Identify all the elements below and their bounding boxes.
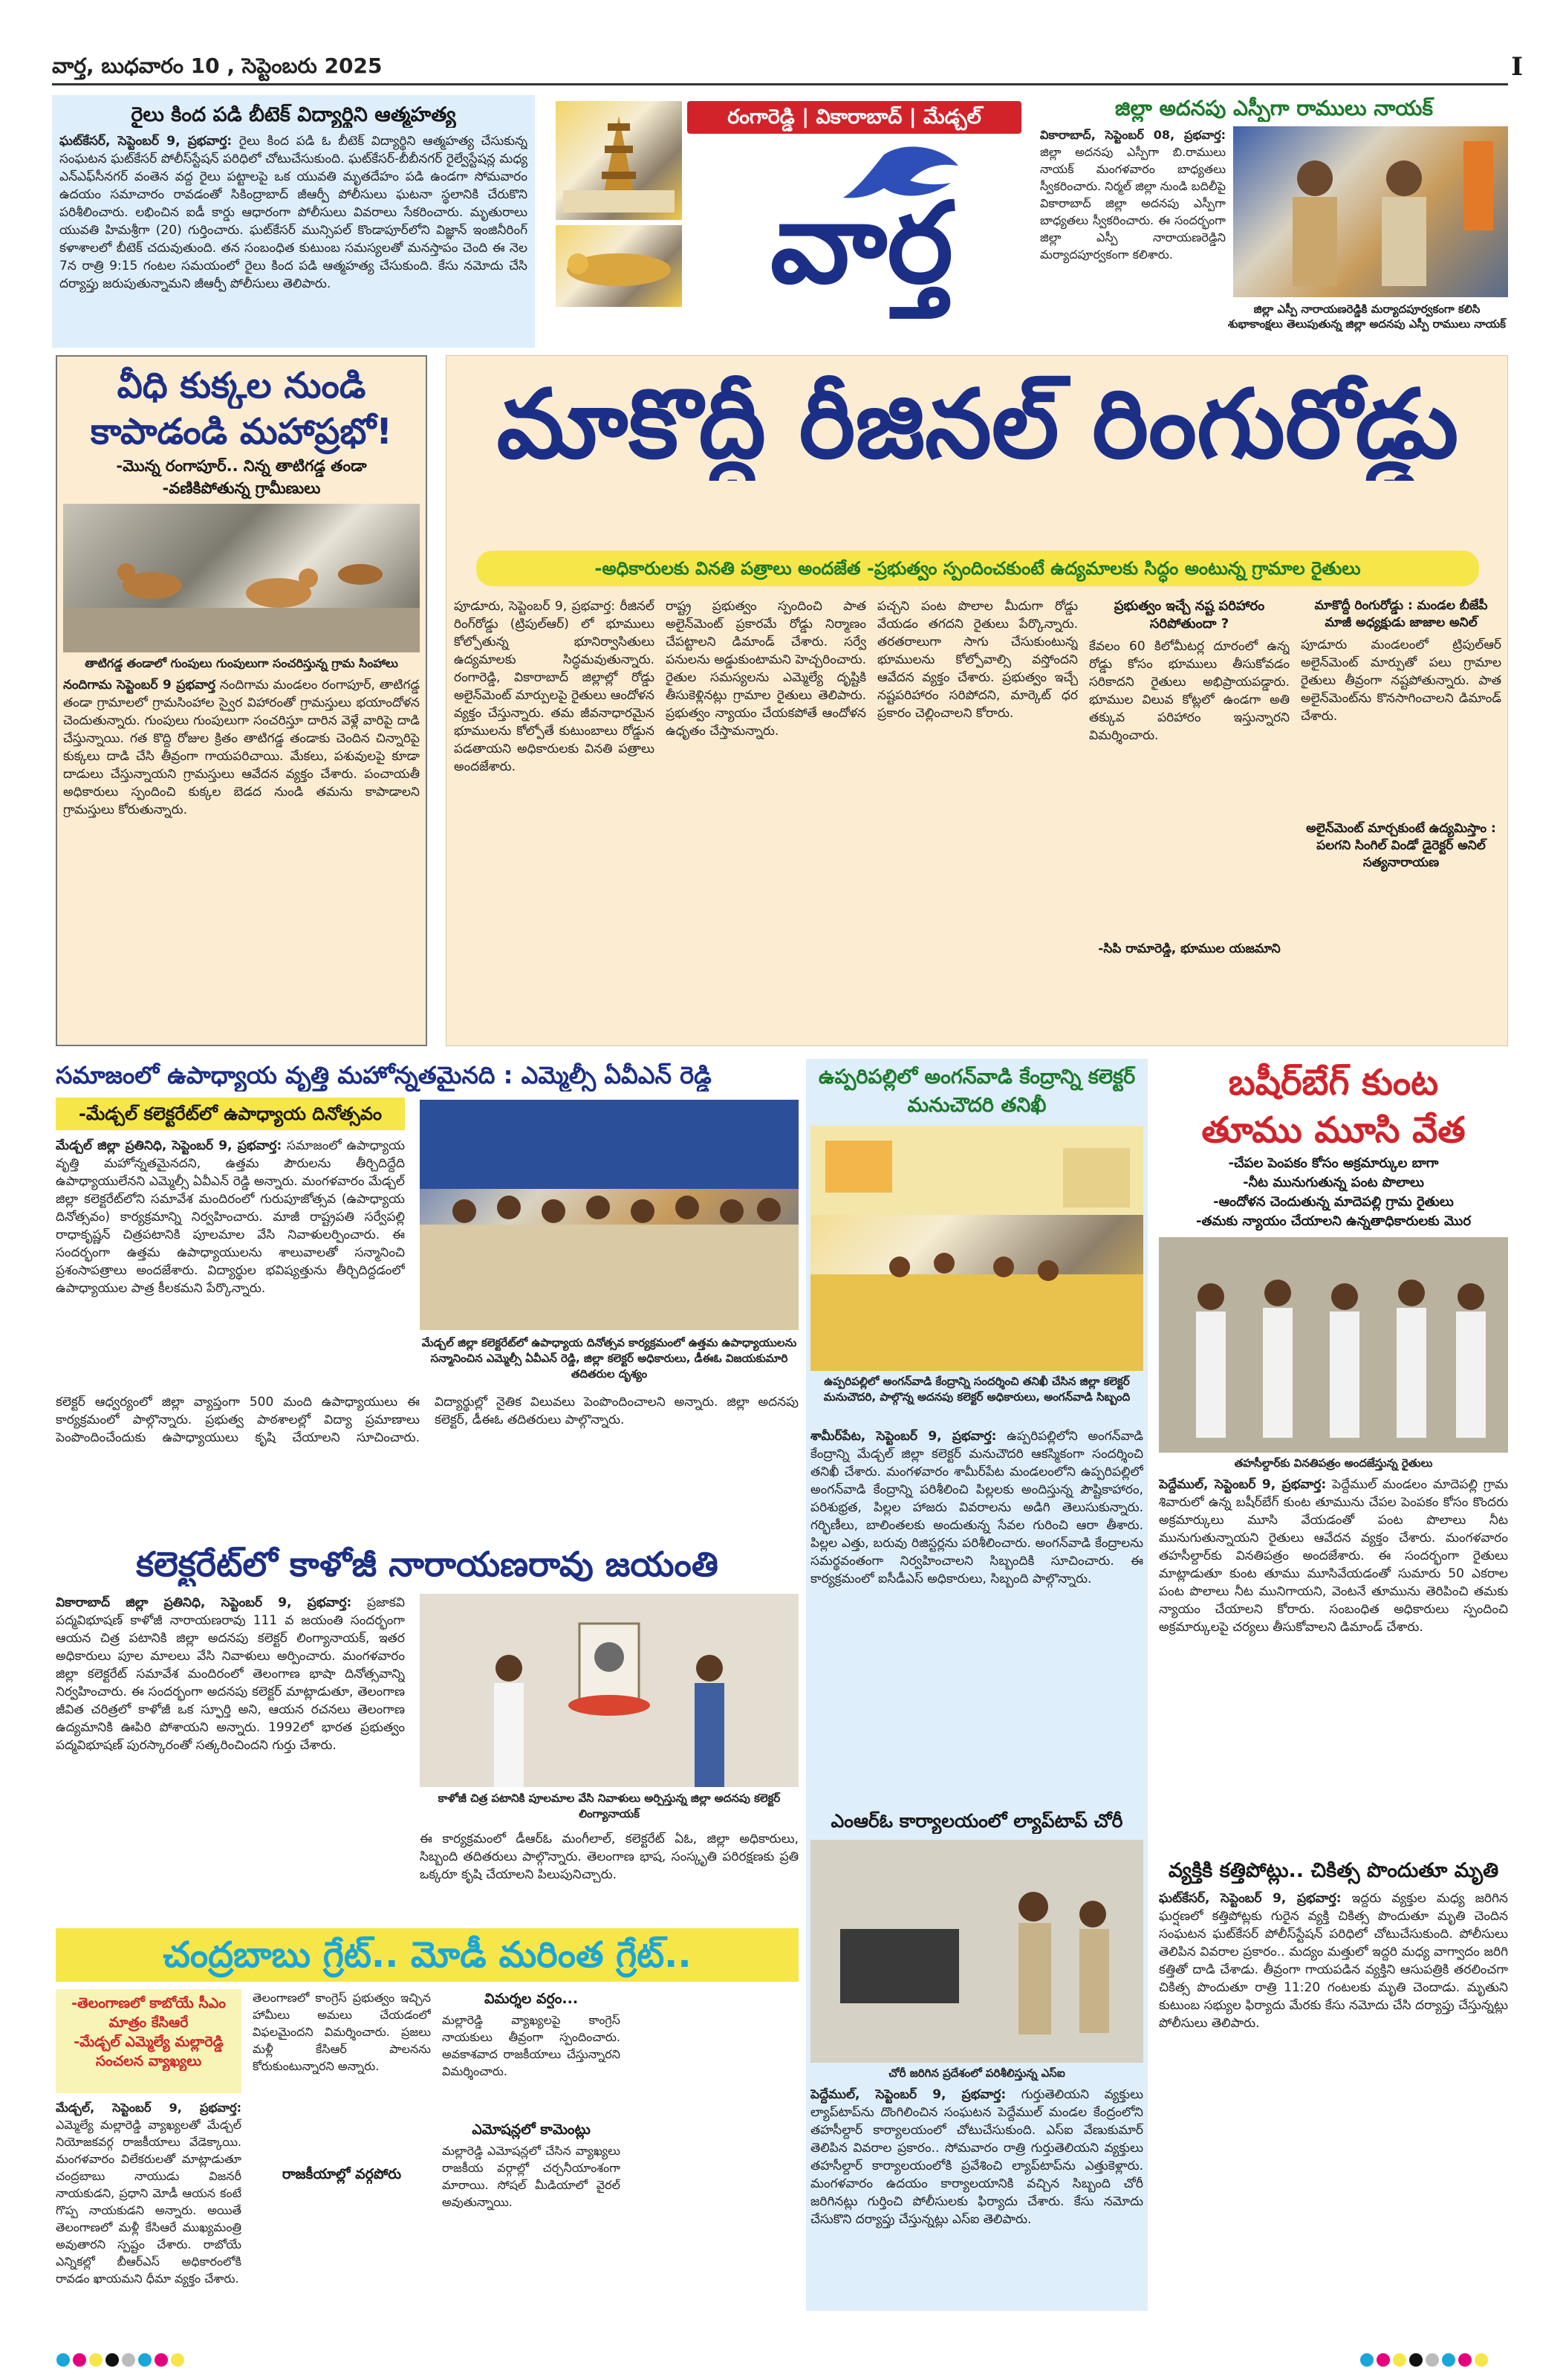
- reclining-deity-icon: [556, 225, 682, 307]
- print-registration-right: [1359, 2352, 1508, 2368]
- anganwadi-headline: ఉప్పరిపల్లిలో అంగన్‌వాడి కేంద్రాన్ని కలెక్టర్ మనుచౌదరి తనిఖీ: [818, 1066, 1136, 1117]
- laptop-theft-photo: [810, 1840, 1143, 2063]
- chandrababu-col3-sub2: ఎమోషన్లలో కామెంట్లు: [472, 2121, 591, 2138]
- brief-additional-sp: [1040, 95, 1508, 348]
- knife-dateline: ఘట్‌కేసర్, సెప్టెంబర్ 9, ప్రభవార్త:: [1159, 1891, 1342, 1906]
- bashir-sub-3: -ఆందోళన చెందుతున్న మాదెపల్లి గ్రామ రైతులు: [1213, 1194, 1454, 1210]
- kaloji-body-2: ఈ కార్యక్రమంలో డీఆర్‌ఓ మంగీలాల్, కలెక్టరేట్ ఏఓ, జిల్లా అధికారులు, సిబ్బంది తదితరులు పాల్గొన్నారు. తెలంగాణ భాష, సంస్కృతి పరిరక్షణకు ప్రతి ఒక్కరూ కృషి చేయాలని పిలుపునిచ్చారు.: [420, 1832, 799, 1882]
- bashir-headline-1: బషీర్‌బేగ్ కుంట: [1228, 1062, 1439, 1103]
- chandrababu-col3-text: మల్లారెడ్డి వ్యాఖ్యలపై కాంగ్రెస్ నాయకులు తీవ్రంగా స్పందించారు. అవకాశవాద రాజకీయాలు చేస్తున్నారని విమర్శించారు.: [442, 2013, 620, 2078]
- sp-meeting-photo: [1233, 126, 1508, 297]
- laptop-text: గుర్తుతెలియని వ్యక్తులు ల్యాప్‌టాప్‌ను దొంగిలించిన సంఘటన పెద్దేముల్ మండల కేంద్రంలోని తహసీల్దార్ కార్యాలయంలో చోటుచేసుకుంది. ఎస్‌ఐ వేణుకుమార్ తెలిపిన వివరాల ప్రకారం.. సోమవారం రాత్రి గుర్తుతెలియని వ్యక్తులు తహసీల్దార్ కార్యాలయంలోకి ప్రవేశించి ల్యాప్‌టాప్‌ను ఎత్తుకెళ్లారు. మంగళవారం ఉదయం కార్యాలయానికి వచ్చిన సిబ్బంది చోరీ జరిగినట్లు గుర్తించి పోలీసులకు ఫిర్యాదు చేశారు. కేసు నమోదు చేసుకొని దర్యాప్తు చేస్తున్నట్లు ఎస్‌ఐ తెలిపారు.: [810, 2087, 1143, 2227]
- brief-student-body: [59, 132, 527, 340]
- bashir-dateline: పెద్దేముల్, సెప్టెంబర్ 9, ప్రభవార్త:: [1159, 1477, 1327, 1492]
- bashir-photo-caption: తహసీల్దార్‌కు వినతిపత్రం అందజేస్తున్న రైతులు: [1234, 1456, 1433, 1470]
- officers-icon: [1233, 126, 1508, 297]
- bashir-sub-2: -నీట మునుగుతున్న పంట పొలాలు: [1243, 1175, 1424, 1190]
- ring-col4-signature: -సిపి రామారెడ్డి, భూముల యజమాని: [1098, 941, 1281, 956]
- kaloji-headline: కలెక్టరేట్‌లో కాళోజీ నారాయణరావు జయంతి: [136, 1544, 718, 1584]
- brief-sp-dateline: వికారాబాద్, సెప్టెంబర్ 08, ప్రభవార్త:: [1040, 128, 1226, 142]
- ring-headline: మాకొద్దీ రీజినల్ రింగురోడ్డు: [496, 369, 1459, 480]
- ring-col5-sub1: మాకొద్దీ రింగురోడ్డు : మండల బీజేపీ మాజీ అధ్యక్షుడు జాజాల అనిల్: [1314, 598, 1488, 630]
- anganwadi-photo-caption: ఉప్పరిపల్లిలో అంగన్‌వాడి కేంద్రాన్ని సందర్శించి తనిఖీ చేసిన జిల్లా కలెక్టర్ మనుచౌదరి, పాల్గొన్న అదనపు కలెక్టర్ అధికారులు, అంగన్‌వాడి సిబ్బంది: [823, 1375, 1131, 1404]
- brief-student-suicide: [52, 95, 535, 348]
- ring-col5-sub2: అలైన్‌మెంట్ మార్చకుంటే ఉద్యమిస్తాం : పలగని సింగిల్ విండో డైరెక్టర్ అనిల్ సత్యనారాయణ: [1306, 821, 1496, 870]
- chandrababu-col-2: [253, 1989, 431, 2301]
- ring-col-1: పూడూరు, సెప్టెంబర్ 9, ప్రభవార్త: రీజినల్ రింగ్‌రోడ్డు (ట్రిపుల్‌ఆర్) లో భూములు కోల్పోతున్న భూనిర్వాసితులు ఉద్యమాలకు సిద్ధమవుతున్నారు. రంగారెడ్డి, వికారాబాద్ జిల్లాల్లో రోడ్డు అలైన్‌మెంట్ మార్పులపై రైతులు ఆందోళన వ్యక్తం చేస్తున్నారు. తమ జీవనాధారమైన భూములను కోల్పోతే కుటుంబాలు రోడ్డున పడతాయని అధికారులకు వినతి పత్రాలు అందజేశారు.: [454, 599, 654, 774]
- teacher-body-2: కలెక్టర్ ఆధ్వర్యంలో జిల్లా వ్యాప్తంగా 500 మంది ఉపాధ్యాయులు ఈ కార్యక్రమంలో పాల్గొన్నారు. ప్రభుత్వ పాఠశాలల్లో విద్యా ప్రమాణాలు పెంపొందించేందుకు ఉపాధ్యాయులు కృషి చేయాలని సూచించారు. విద్యార్థుల్లో నైతిక విలువలు పెంపొందించాలని అన్నారు. జిల్లా అదనపు కలెక్టర్, డీఈఓ తదితరులు పాల్గొన్నారు.: [56, 1395, 799, 1445]
- color-dots-icon: [56, 2352, 204, 2368]
- dogs-story: [56, 355, 427, 1046]
- dogs-photo-caption: తాటిగడ్డ తండాలో గుంపులు గుంపులుగా సంచరిస్తున్న గ్రామ సింహాలు: [85, 656, 398, 670]
- ring-col-4: [1089, 597, 1290, 1040]
- dogs-sub-2: -వణికిపోతున్న గ్రామీణులు: [162, 479, 321, 497]
- teacher-subheadline: -మేడ్చల్ కలెక్టరేట్‌లో ఉపాధ్యాయ దినోత్సవం: [78, 1103, 383, 1124]
- group-photo-icon: [420, 1100, 799, 1330]
- brief-student-headline: రైలు కింద పడి బీటెక్ విద్యార్థిని ఆత్మహత్య: [131, 103, 456, 126]
- anganwadi-story: [806, 1059, 1148, 2311]
- region-label: రంగారెడ్డి | వికారాబాద్ | మేడ్చల్: [727, 106, 981, 129]
- ring-col-3: పచ్చని పంట పొలాల మీదుగా రోడ్డు వేయడం తగదని రైతులు పేర్కొన్నారు. తరతరాలుగా సాగు చేసుకుంటున్న భూములను కోల్పోవాల్సి వస్తోందని ఆవేదన వ్యక్తం చేశారు. ప్రభుత్వం ఇచ్చే నష్టపరిహారం సరిపోదని, మార్కెట్ ధర ప్రకారం చెల్లించాలని కోరారు.: [877, 599, 1078, 721]
- ring-col4-sub: ప్రభుత్వం ఇచ్చే నష్ట పరిహారం సరిపోతుందా ?: [1114, 598, 1265, 632]
- dogs-icon: [63, 504, 420, 652]
- teacher-photo-caption: మేడ్చల్ జిల్లా కలెక్టరేట్‌లో ఉపాధ్యాయ దినోత్సవ కార్యక్రమంలో ఉత్తమ ఉపాధ్యాయులను సన్మానించిన ఎమ్మెల్సీ ఏవీఎన్ రెడ్డి, జిల్లా కలెక్టర్ అధికారులు, డీఈఓ విజయకుమారి తదితరుల దృశ్యం: [421, 1336, 797, 1381]
- ring-road-story: [446, 355, 1508, 1046]
- bashir-story: [1159, 1059, 1508, 2311]
- dogs-sub-1: -మొన్న రంగాపూర్.. నిన్న తాటిగడ్డ తండా: [116, 457, 367, 475]
- farmers-petition-photo: [1159, 1237, 1508, 1453]
- dogs-headline-2: కాపాడండి మహాప్రభో!: [90, 411, 393, 453]
- chandrababu-body: [56, 2099, 241, 2300]
- teacher-headline: సమాజంలో ఉపాధ్యాయ వృత్తి మహోన్నతమైనది : ఎమ్మెల్సీ ఏవీఎన్ రెడ్డి: [56, 1061, 712, 1089]
- kaloji-dateline: వికారాబాద్ జిల్లా ప్రతినిధి, సెప్టెంబర్ 9, ప్రభవార్త:: [56, 1595, 352, 1610]
- teacher-day-story: [56, 1059, 799, 1534]
- laptop-body: [810, 2086, 1143, 2286]
- chandrababu-subs: [56, 1989, 241, 2093]
- chandrababu-headline: చంద్రబాబు గ్రేట్.. మోడీ మరింత గ్రేట్..: [163, 1934, 692, 1976]
- temple-photo: [556, 101, 682, 220]
- kaloji-photo: [420, 1594, 799, 1787]
- laptop-headline: ఎంఆర్‌ఓ కార్యాలయంలో ల్యాప్‌టాప్ చోరీ: [831, 1810, 1123, 1832]
- logo-text: వార్త: [770, 179, 954, 308]
- kaloji-photo-caption: కాళోజీ చిత్ర పటానికి పూలమాల వేసి నివాళులు అర్పిస్తున్న జిల్లా అదనపు కలెక్టర్ లింగ్యానాయక్: [438, 1792, 781, 1820]
- deity-photo: [556, 225, 682, 307]
- ring-subheadline-bar: [476, 551, 1479, 586]
- ring-col5-text: పూడూరు మండలంలో ట్రిపుల్‌ఆర్ అలైన్‌మెంట్ మార్పుతో పలు గ్రామాల రైతులు తీవ్రంగా నష్టపోతున్నారు. పాత అలైన్‌మెంట్‌ను కొనసాగించాలని డిమాండ్ చేశారు.: [1301, 638, 1501, 724]
- chandrababu-col3-sub1: విమర్శల వర్షం...: [484, 1991, 579, 2007]
- brief-sp-body: [1040, 126, 1226, 297]
- teacher-dateline: మేడ్చల్ జిల్లా ప్రతినిధి, సెప్టెంబర్ 9, ప్రభవార్త:: [56, 1138, 282, 1153]
- teacher-text: సమాజంలో ఉపాధ్యాయ వృత్తి మహోన్నతమైనదని, ఉత్తమ పౌరులను తీర్చిదిద్దేది ఉపాధ్యాయులేనని ఎమ్మెల్సీ ఏవీఎన్ రెడ్డి అన్నారు. మంగళవారం మేడ్చల్ జిల్లా కలెక్టరేట్‌లోని సమావేశ మందిరంలో గురుపూజోత్సవ (ఉపాధ్యాయ దినోత్సవం) కార్యక్రమాన్ని నిర్వహించారు. మాజీ రాష్ట్రపతి సర్వేపల్లి రాధాకృష్ణన్ చిత్రపటానికి పూలమాల వేసి నివాళులర్పించారు. ఈ సందర్భంగా ఉత్తమ ఉపాధ్యాయులను శాలువాలతో సన్మానించి ప్రశంసాపత్రాలు అందజేశారు. విద్యార్థుల భవిష్యత్తును తీర్చిదిద్దడంలో ఉపాధ్యాయుల పాత్ర కీలకమని పేర్కొన్నారు.: [56, 1138, 405, 1296]
- laptop-photo-caption: చోరీ జరిగిన ప్రదేశంలో పరిశీలిస్తున్న ఎస్‌ఐ: [888, 2066, 1065, 2080]
- header-date-line: వార్త, బుధవారం 10 , సెప్టెంబరు 2025: [52, 53, 383, 78]
- knife-text: ఇద్దరు వ్యక్తుల మధ్య జరిగిన ఘర్షణలో కత్తిపోట్లకు గురైన వ్యక్తి చికిత్స పొందుతూ మృతి చెందిన సంఘటన ఘట్‌కేసర్ పోలీస్‌స్టేషన్ పరిధిలో చోటుచేసుకుంది. పోలీసులు తెలిపిన వివరాల ప్రకారం.. మద్యం మత్తులో ఇద్దరి మధ్య వాగ్వాదం జరిగి కత్తితో దాడి చేశాడు. తీవ్రంగా గాయపడిన వ్యక్తిని ఆసుపత్రికి తరలించగా చికిత్స పొందుతూ రాత్రి 11:20 గంటలకు మృతి చెందాడు. మృతుని కుటుంబ సభ్యుల ఫిర్యాదు మేరకు కేసు నమోదు చేసి దర్యాప్తు చేస్తున్నట్లు పోలీసులు తెలిపారు.: [1159, 1891, 1508, 2031]
- bashir-sub-4: -తమకు న్యాయం చేయాలని ఉన్నతాధికారులకు మొర: [1196, 1213, 1471, 1229]
- ring-col-5: [1301, 597, 1501, 1040]
- chandrababu-col-3: [442, 1989, 620, 2301]
- chandrababu-sub-2: -మేడ్చల్ ఎమ్మెల్యే మల్లారెడ్డి సంచలన వ్యాఖ్యలు: [74, 2034, 224, 2069]
- anganwadi-photo: [810, 1126, 1143, 1371]
- sp-photo-caption: జిల్లా ఎస్పీ నారాయణరెడ్డికి మర్యాదపూర్వకంగా కలిసి శుభాకాంక్షలు తెలుపుతున్న జిల్లా అదనపు ఎస్పీ రాములు నాయక్: [1228, 302, 1506, 331]
- page-number: I: [1511, 52, 1523, 82]
- kaloji-body: [56, 1594, 405, 1913]
- dogs-headline-1: వీధి కుక్కల నుండి: [117, 365, 366, 406]
- chandrababu-dateline: మేడ్చల్, సెప్టెంబర్ 9, ప్రభవార్త:: [56, 2101, 241, 2115]
- brief-student-text: రైలు కింద పడి ఓ బీటెక్ విద్యార్థిని ఆత్మహత్య చేసుకున్న సంఘటన ఘట్‌కేసర్ పోలీస్‌స్టేషన్ పరిధిలో చోటుచేసుకుంది. ఘట్‌కేసర్-బీబీనగర్ రైల్వేస్టేషన్ల మధ్య ఎన్‌ఎఫ్‌సీనగర్ వంతెన వద్ద రైలు పట్టాలపై ఒక యువతి మృతదేహం పడి ఉండగా సోమవారం ఉదయం సమాచారం రావడంతో సికింద్రాబాద్ జీఆర్పీ పోలీసులు ఘటనా స్థలానికి చేరుకొని పరిశీలించారు. లభించిన ఐడీ కార్డు ఆధారంగా పోలీసులు వివరాలు సేకరించారు. మృతురాలు యువతి హిమశ్రీగా (20) గుర్తించారు. ఘట్‌కేసర్ మున్సిపల్ కొండాపూర్‌లోని విజ్ఞాన్ ఇంజినీరింగ్ కళాశాలలో బీటెక్ చదువుతుంది. తన సంబంధిత కుటుంబ సమస్యలతో మనస్తాపం చెంది ఈ నెల 7న రాత్రి 9:15 గంటల సమయంలో రైలు కింద పడి ఆత్మహత్య చేసుకుంది. కేసు నమోదు చేసి దర్యాప్తు జరుపుతున్నామని జీఆర్పీ పోలీసులు తెలిపారు.: [59, 134, 527, 291]
- chandrababu-sub-1: -తెలంగాణలో కాబోయే సీఎం మాత్రం కేసిఆరే: [71, 1995, 226, 2031]
- masthead-logo-box: [550, 95, 1025, 348]
- logo-wordmark: [698, 140, 1025, 311]
- ring-subheadline: -అధికారులకు వినతి పత్రాలు అందజేత -ప్రభుత్వం స్పందించకుంటే ఉద్యమాలకు సిద్ధం అంటున్న గ్రామాల రైతులు: [594, 558, 1361, 579]
- kaloji-story: [56, 1542, 799, 1921]
- region-banner: [687, 101, 1021, 134]
- chandrababu-headline-bar: [56, 1928, 799, 1982]
- brief-sp-text: జిల్లా అదనపు ఎస్పీగా బి.రాములు నాయక్ మంగళవారం బాధ్యతలు స్వీకరించారు. నిర్మల్ జిల్లా నుండి బదిలీపై వికారాబాద్ జిల్లా అదనపు ఎస్పీగా బాధ్యతలు స్వీకరించారు. ఈ సందర్భంగా జిల్లా ఎస్పీ నారాయణరెడ్డిని మర్యాదపూర్వకంగా కలిశారు.: [1040, 145, 1226, 262]
- garland-portrait-icon: [420, 1594, 799, 1787]
- anganwadi-dateline: శామీర్‌పేట, సెప్టెంబర్ 9, ప్రభవార్త:: [810, 1429, 997, 1444]
- bashir-text: పెద్దేముల్ మండలం మాదెపల్లి గ్రామ శివారులో ఉన్న బషీర్‌బేగ్ కుంట తూమును చేపల పెంపకం కోసం కొందరు అక్రమార్కులు మూసి వేయడంతో పంట పొలాలు నీట మునుగుతున్నాయని రైతులు ఆవేదన వ్యక్తం చేశారు. మంగళవారం తహసీల్దార్‌కు వినతిపత్రం అందజేశారు. ఈ సందర్భంగా రైతులు మాట్లాడుతూ కుంట తూము మూసివేయడంతో సుమారు 50 ఎకరాల పంట పొలాలు నీట మునిగాయని, వెంటనే తూమును తెరిపించి తమకు న్యాయం చేయాలని కోరారు. సంబంధిత అధికారులు స్పందించి అక్రమార్కులపై చర్యలు తీసుకోవాలని డిమాండ్ చేశారు.: [1159, 1477, 1508, 1635]
- dogs-body: [63, 676, 420, 985]
- laptop-dateline: పెద్దేముల్, సెప్టెంబర్ 9, ప్రభవార్త:: [810, 2087, 1007, 2102]
- temple-gopuram-icon: [556, 101, 682, 220]
- knife-body: [1159, 1890, 1508, 2127]
- anganwadi-body: [810, 1427, 1143, 1803]
- ring-col4-text: కేవలం 60 కిలోమీటర్ల దూరంలో ఉన్న రోడ్డు కోసం భూములు తీసుకోవడం సరికాదని రైతులు అభిప్రాయపడ్డారు. భూముల విలువ కోట్లలో ఉండగా అతి తక్కువ పరిహారం ఇస్తున్నారని విమర్శించారు.: [1089, 639, 1290, 743]
- dogs-text: నందిగామ మండలం రంగాపూర్, తాటిగడ్డ తండా గ్రామాలలో గ్రామసింహాల స్వైర విహారంతో గ్రామస్తులు భయాందోళన చెందుతున్నారు. గుంపులు గుంపులుగా సంచరిస్తూ దారిన వెళ్లే వారిపై దాడి చేస్తున్నాయి. గత కొద్ది రోజుల క్రితం తాటిగడ్డ తండాకు చెందిన చిన్నారిపై కుక్కలు దాడి చేసి తీవ్రంగా గాయపరిచాయి. మేకలు, పశువులపై కూడా దాడులు చేస్తున్నాయని గ్రామస్తులు ఆవేదన వ్యక్తం చేశారు. పంచాయతీ అధికారులు స్పందించి కుక్కల బెడద నుండి తమను కాపాడాలని గ్రామస్తులు కోరుతున్నారు.: [63, 678, 420, 817]
- print-registration-left: [56, 2352, 204, 2368]
- brief-sp-headline: జిల్లా అదనపు ఎస్పీగా రాములు నాయక్: [1115, 96, 1433, 120]
- teacher-subheadline-bar: [56, 1097, 405, 1130]
- ring-col-2: రాష్ట్ర ప్రభుత్వం స్పందించి పాత అలైన్‌మెంట్ ప్రకారమే రోడ్డు నిర్మాణం చేపట్టాలని డిమాండ్ చేశారు. సర్వే పనులను అడ్డుకుంటామని హెచ్చరించారు. రైతుల సమస్యలను ఎమ్మెల్యే దృష్టికి తీసుకెళ్లినట్లు గ్రామాల రైతులు తెలిపారు. ప్రభుత్వం న్యాయం చేయకపోతే ఆందోళన ఉధృతం చేస్తామన్నారు.: [666, 599, 866, 739]
- bashir-body: [1159, 1476, 1508, 1851]
- chandrababu-col2-sub: రాజకీయాల్లో వర్గపోరు: [282, 2166, 402, 2182]
- stray-dogs-photo: [63, 504, 420, 652]
- chandrababu-story: [56, 1928, 799, 2303]
- bashir-sub-1: -చేపల పెంపకం కోసం అక్రమార్కుల బాగా: [1228, 1155, 1439, 1171]
- dogs-dateline: నందిగామ సెప్టెంబర్ 9 ప్రభవార్త: [63, 678, 216, 693]
- classroom-icon: [810, 1126, 1143, 1371]
- chandrababu-col3-text-2: మల్లారెడ్డి ఎమోషన్లలో చేసిన వ్యాఖ్యలు రాజకీయ వర్గాల్లో చర్చనీయాంశంగా మారాయి. సోషల్ మీడియాలో వైరల్ అవుతున్నాయి.: [442, 2144, 620, 2209]
- chandrababu-col2-text: తెలంగాణలో కాంగ్రెస్ ప్రభుత్వం ఇచ్చిన హామీలు అమలు చేయడంలో విఫలమైందని విమర్శించారు. ప్రజలు మళ్లీ కేసిఆర్ పాలనను కోరుకుంటున్నారని అన్నారు.: [253, 1991, 431, 2073]
- brief-student-dateline: ఘట్‌కేసర్, సెప్టెంబర్ 9, ప్రభవార్త:: [59, 134, 233, 149]
- header-divider: [52, 83, 1508, 85]
- farmers-icon: [1159, 1237, 1508, 1453]
- knife-headline: వ్యక్తికి కత్తిపోట్లు.. చికిత్స పొందుతూ మృతి: [1168, 1859, 1499, 1882]
- page-header: [52, 52, 1523, 82]
- color-dots-icon: [1359, 2352, 1508, 2368]
- teacher-body: [56, 1137, 405, 1386]
- bashir-headline-2: తూము మూసి వేత: [1201, 1109, 1466, 1151]
- kaloji-text: ప్రజాకవి పద్మవిభూషణ్ కాళోజీ నారాయణరావు 111 వ జయంతి సందర్భంగా ఆయన చిత్ర పటానికి జిల్లా అదనపు కలెక్టర్ లింగ్యానాయక్, ఇతర అధికారులు పూల మాలలు వేసి నివాళులు అర్పించారు. మంగళవారం జిల్లా కలెక్టరేట్ సమావేశ మందిరంలో తెలంగాణ భాషా దినోత్సవాన్ని నిర్వహించారు. ఈ సందర్భంగా అదనపు కలెక్టర్ మాట్లాడుతూ, తెలంగాణ జీవిత చరిత్రలో కాళోజీ ఒక స్ఫూర్తి అని, ఆయన రచనలు తెలంగాణ ఉద్యమానికి ఊపిరి పోశాయని అన్నారు. 1992లో భారత ప్రభుత్వం పద్మవిభూషణ్ పురస్కారంతో సత్కరించిందని గుర్తు చేశారు.: [56, 1595, 405, 1753]
- police-inspection-icon: [810, 1840, 1143, 2063]
- chandrababu-text: ఎమ్మెల్యే మల్లారెడ్డి వ్యాఖ్యలతో మేడ్చల్ నియోజకవర్గ రాజకీయాలు వేడెక్కాయి. మంగళవారం విలేకరులతో మాట్లాడుతూ చంద్రబాబు నాయుడు విజనరీ నాయకుడని, ప్రధాని మోడీ ఆయన కంటే గొప్ప నాయకుడని అన్నారు. అయితే తెలంగాణలో మళ్లీ కేసిఆరే ముఖ్యమంత్రి అవుతారని స్పష్టం చేశారు. రాబోయే ఎన్నికల్లో బీఆర్‌ఎస్ అధికారంలోకి రావడం ఖాయమని ధీమా వ్యక్తం చేశారు.: [56, 2118, 241, 2286]
- teacher-day-photo: [420, 1100, 799, 1330]
- anganwadi-text: ఉప్పరిపల్లిలోని అంగన్‌వాడి కేంద్రాన్ని మేడ్చల్ జిల్లా కలెక్టర్ మనుచౌదరి ఆకస్మికంగా సందర్శించి తనిఖీ చేశారు. మంగళవారం శామీర్‌పేట మండలంలోని ఉప్పరిపల్లిలో అంగన్‌వాడి కేంద్రాన్ని పరిశీలించి పిల్లలకు అందిస్తున్న పౌష్టికాహారం, పరిశుభ్రత, పిల్లల హాజరు వివరాలను అడిగి తెలుసుకున్నారు. గర్భిణీలు, బాలింతలకు అందుతున్న సేవల గురించి ఆరా తీశారు. పిల్లల ఎత్తు, బరువు రిజిస్టర్లను పరిశీలించారు. అంగన్‌వాడి కేంద్రాలను సమర్థవంతంగా నిర్వహించాలని సిబ్బందికి సూచించారు. ఈ కార్యక్రమంలో ఐసీడీఎస్ అధికారులు, సిబ్బంది పాల్గొన్నారు.: [810, 1429, 1143, 1586]
